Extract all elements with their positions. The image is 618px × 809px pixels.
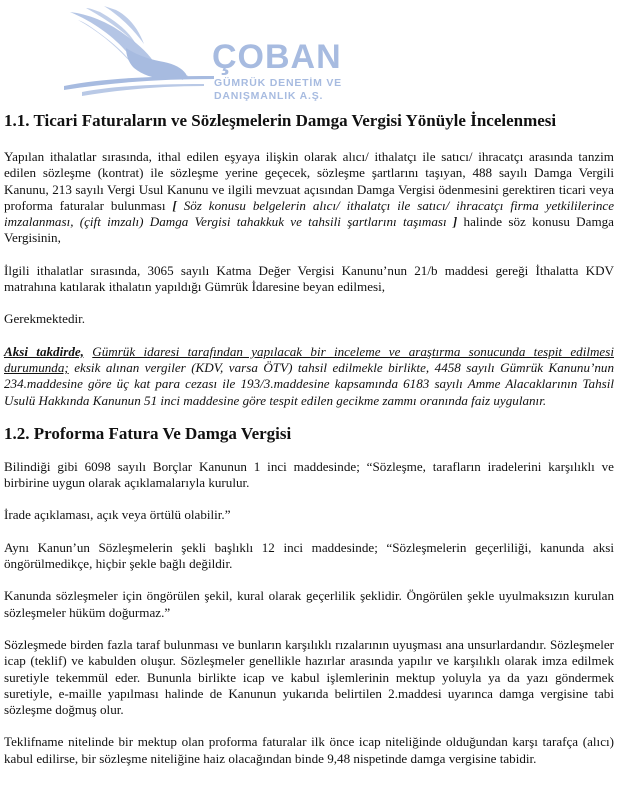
section-2-paragraph-3: Aynı Kanun’un Sözleşmelerin şekli başlıklı 12 inci maddesinde; “Sözleşmelerin geçerliliği, kanunda aksi öngörülmedikçe, hiçbir şekle bağlı değildir.	[4, 539, 614, 572]
underlined-clause: Gümrük idaresi tarafından yapılacak bir inceleme ve araştırma sonucunda tespit edilmesi durumunda;	[4, 343, 614, 375]
section-2-paragraph-5: Sözleşmede birden fazla taraf bulunması ve bunların karşılıklı rızalarının uyuşması ana unsurlardandır. Sözleşmeler icap (teklif) ve kabulden oluşur. Sözleşmeler genellikle hazırlar arasında yapılır ve karşılıklı olarak imza edilmek suretiyle tekemmül eder. Bununla birlikte icap ve kabul işlemlerinin mektup yoluyla ya da yazı göndermek suretiyle, e-maille yapılması halinde de Kanunun yukarıda belirtilen 2.maddesi uyarınca damga vergisine tabi sözleşme doğmuş olur.	[4, 636, 614, 718]
logo-brand-name: ÇOBAN	[212, 38, 342, 76]
bracket-close: ]	[452, 214, 458, 230]
company-logo	[64, 4, 342, 104]
section-1-heading: 1.1. Ticari Faturaların ve Sözleşmelerin Damga Vergisi Yönüyle İncelenmesi	[4, 111, 557, 130]
section-1-paragraph-3: Gerekmektedir.	[4, 311, 86, 327]
eagle-logo-icon	[64, 4, 214, 104]
paragraph-text: Yapılan ithalatlar sırasında, ithal edilen eşyaya ilişkin olarak alıcı/ ithalatçı ile satıcı/ ihracatçı arasında tanzim edilen sözleşme (kontrat) ile sözleşme yerine geçecek, sözleşme şartlarını taşıyan, 488 sayılı Damga Vergili Kanunu, 213 sayılı Vergi Usul Kanunu ve ilgili mevzuat açısından Damga Vergisi ödenmesini gerektiren ticari veya proforma faturalar bulunması	[4, 149, 614, 213]
document-body	[4, 110, 614, 767]
section-1-paragraph-1	[4, 149, 614, 247]
section-2-paragraph-2: İrade açıklaması, açık veya örtülü olabilir.”	[4, 507, 231, 523]
italic-clause: Söz konusu belgelerin alıcı/ ithalatçı ile satıcı/ ihracatçı firma yetkililerince imzalanması, (çift imzalı) Damga Vergisi tahakkuk ve tahsili şartlarını taşıması	[4, 197, 615, 230]
logo-subtitle-line2: DANIŞMANLIK A.Ş.	[214, 90, 324, 102]
italic-rest: eksik alınan vergiler (KDV, varsa ÖTV) tahsil edilmekle birlikte, 4458 sayılı Gümrük Kanunu’nun 234.maddesine göre üç kat para cezası ile 193/3.maddesine kapsamında 6183 sayılı Amme Alacaklarının Tahsil Usulü Hakkında Kanunun 51 inci maddesine göre tespit edilen gecikme zammı oranında faiz uygulanır.	[4, 359, 614, 408]
paragraph-text: halinde söz konusu Damga Vergisinin,	[4, 214, 614, 246]
section-2-paragraph-4: Kanunda sözleşmeler için öngörülen şekil, kural olarak geçerlilik şeklidir. Öngörülen şekle uyulmaksızın kurulan sözleşmeler hüküm doğurmaz.”	[4, 588, 614, 620]
bracket-open: [	[172, 197, 177, 213]
warning-lead: Aksi takdirde,	[4, 343, 84, 359]
section-2-paragraph-6: Teklifname nitelinde bir mektup olan proforma faturalar ilk önce icap niteliğinde olduğundan karşı tarafça (alıcı) kabul edilirse, bir sözleşme niteliğine haiz olacağından binde 9,48 nispetinde damga vergisine tabidir.	[4, 734, 614, 766]
section-1-paragraph-4	[4, 344, 614, 409]
section-2-heading: 1.2. Proforma Fatura Ve Damga Vergisi	[4, 423, 292, 443]
section-2-paragraph-1: Bilindiği gibi 6098 sayılı Borçlar Kanunun 1 inci maddesinde; “Sözleşme, tarafların iradelerini karşılıklı ve birbirine uygun olarak açıklamalarıyla kurulur.	[4, 458, 614, 491]
section-1-paragraph-2: İlgili ithalatlar sırasında, 3065 sayılı Katma Değer Vergisi Kanunu’nun 21/b maddesi gereği İthalatta KDV matrahına katılarak ithalatın yapıldığı Gümrük İdaresine beyan edilmesi,	[4, 262, 614, 295]
logo-subtitle-line1: GÜMRÜK DENETİM VE	[214, 77, 342, 89]
